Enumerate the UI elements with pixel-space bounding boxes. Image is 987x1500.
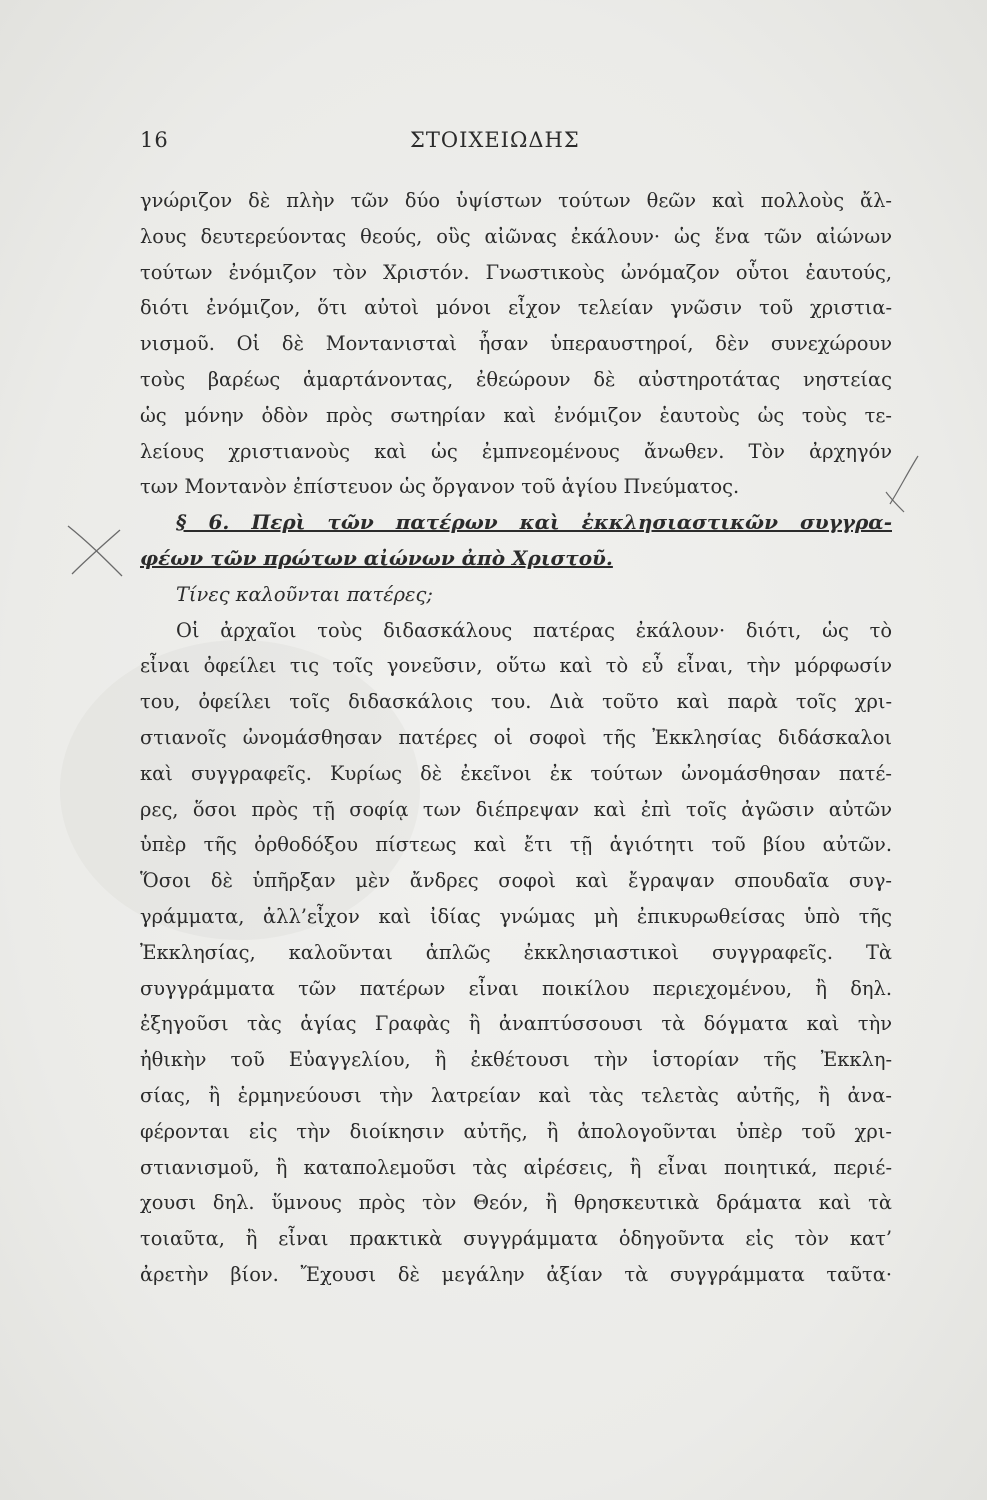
text-line: καὶ συγγραφεῖς. Κυρίως δὲ ἐκεῖνοι ἐκ τούτων ὠνομάσθησαν πατέ- [140, 761, 892, 785]
text-line: λους δευτερεύοντας θεούς, οὓς αἰῶνας ἐκάλουν· ὡς ἕνα τῶν αἰώνων [140, 224, 892, 248]
text-line: τούτων ἐνόμιζον τὸν Χριστόν. Γνωστικοὺς ὠνόμαζον οὗτοι ἑαυτούς, [140, 260, 892, 284]
page-header [140, 128, 860, 158]
text-line: στιανοῖς ὠνομάσθησαν πατέρες οἱ σοφοὶ τῆς Ἐκκλησίας διδάσκαλοι [140, 725, 892, 749]
section-heading: § 6. Περὶ τῶν πατέρων καὶ ἐκκλησιαστικῶν συγγρα- [176, 510, 892, 535]
text-line: του, ὀφείλει τοῖς διδασκάλοις του. Διὰ τοῦτο καὶ παρὰ τοῖς χρι- [140, 690, 892, 714]
text-line: ἐξηγοῦσι τὰς ἁγίας Γραφὰς ἢ ἀναπτύσσουσι τὰ δόγματα καὶ τὴν [140, 1012, 892, 1036]
text-line: λείους χριστιανοὺς καὶ ὡς ἐμπνεομένους ἄνωθεν. Τὸν ἀρχηγόν [140, 439, 892, 463]
page-number: 16 [140, 128, 169, 152]
text-line: ρες, ὅσοι πρὸς τῇ σοφίᾳ των διέπρεψαν καὶ ἐπὶ τοῖς ἀγῶσιν αὐτῶν [140, 797, 892, 821]
text-line: ἠθικὴν τοῦ Εὐαγγελίου, ἢ ἐκθέτουσι τὴν ἱστορίαν τῆς Ἐκκλη- [140, 1048, 892, 1072]
pencil-cross-mark-left [60, 520, 130, 580]
text-line: Ἐκκλησίας, καλοῦνται ἁπλῶς ἐκκλησιαστικοὶ συγγραφεῖς. Τὰ [140, 940, 892, 964]
text-line: συγγράμματα τῶν πατέρων εἶναι ποικίλου περιεχομένου, ἢ δηλ. [140, 976, 892, 1000]
text-line: των Μοντανὸν ἐπίστευον ὡς ὄργανον τοῦ ἁγίου Πνεύματος. [140, 475, 740, 499]
text-line: ὡς μόνην ὁδὸν πρὸς σωτηρίαν καὶ ἐνόμιζον ἑαυτοὺς ὡς τοὺς τε- [140, 403, 892, 427]
text-line: Οἱ ἀρχαῖοι τοὺς διδασκάλους πατέρας ἐκάλουν· διότι, ὡς τὸ [176, 618, 892, 642]
running-title: ΣΤΟΙΧΕΙΩΔΗΣ [410, 128, 580, 152]
text-line: σίας, ἢ ἑρμηνεύουσι τὴν λατρείαν καὶ τὰς τελετὰς αὐτῆς, ἢ ἀνα- [140, 1083, 892, 1107]
question-heading: Τίνες καλοῦνται πατέρες; [176, 582, 433, 606]
text-line: νισμοῦ. Οἱ δὲ Μοντανισταὶ ἦσαν ὑπεραυστηροί, δὲν συνεχώρουν [140, 332, 892, 356]
text-line: γράμματα, ἀλλ’εἶχον καὶ ἰδίας γνώμας μὴ ἐπικυρωθείσας ὑπὸ τῆς [140, 904, 892, 928]
text-line: γνώριζον δὲ πλὴν τῶν δύο ὑψίστων τούτων θεῶν καὶ πολλοὺς ἄλ- [140, 189, 892, 212]
text-line: Ὅσοι δὲ ὑπῆρξαν μὲν ἄνδρες σοφοὶ καὶ ἔγραψαν σπουδαῖα συγ- [140, 869, 892, 893]
text-line: χουσι δηλ. ὕμνους πρὸς τὸν Θεόν, ἢ θρησκευτικὰ δράματα καὶ τὰ [140, 1191, 892, 1215]
text-line: διότι ἐνόμιζον, ὅτι αὐτοὶ μόνοι εἶχον τελείαν γνῶσιν τοῦ χριστια- [140, 296, 892, 320]
text-line: τοὺς βαρέως ἁμαρτάνοντας, ἐθεώρουν δὲ αὐστηροτάτας νηστείας [140, 367, 892, 391]
text-line: ἀρετὴν βίον. Ἔχουσι δὲ μεγάλην ἀξίαν τὰ συγγράμματα ταῦτα· [140, 1262, 892, 1286]
text-line: στιανισμοῦ, ἢ καταπολεμοῦσι τὰς αἱρέσεις, ἢ εἶναι ποιητικά, περιέ- [140, 1155, 892, 1179]
page-body [140, 183, 892, 1293]
text-line: ὑπὲρ τῆς ὀρθοδόξου πίστεως καὶ ἔτι τῇ ἁγιότητι τοῦ βίου αὐτῶν. [140, 833, 892, 857]
text-line: εἶναι ὀφείλει τις τοῖς γονεῦσιν, οὕτω καὶ τὸ εὖ εἶναι, τὴν μόρφωσίν [140, 654, 892, 678]
section-heading-continued: φέων τῶν πρώτων αἰώνων ἀπὸ Χριστοῦ. [140, 545, 613, 570]
text-line: φέρονται εἰς τὴν διοίκησιν αὐτῆς, ἢ ἀπολογοῦνται ὑπὲρ τοῦ χρι- [140, 1119, 892, 1143]
text-line: τοιαῦτα, ἢ εἶναι πρακτικὰ συγγράμματα ὁδηγοῦντα εἰς τὸν κατ’ [140, 1227, 892, 1251]
